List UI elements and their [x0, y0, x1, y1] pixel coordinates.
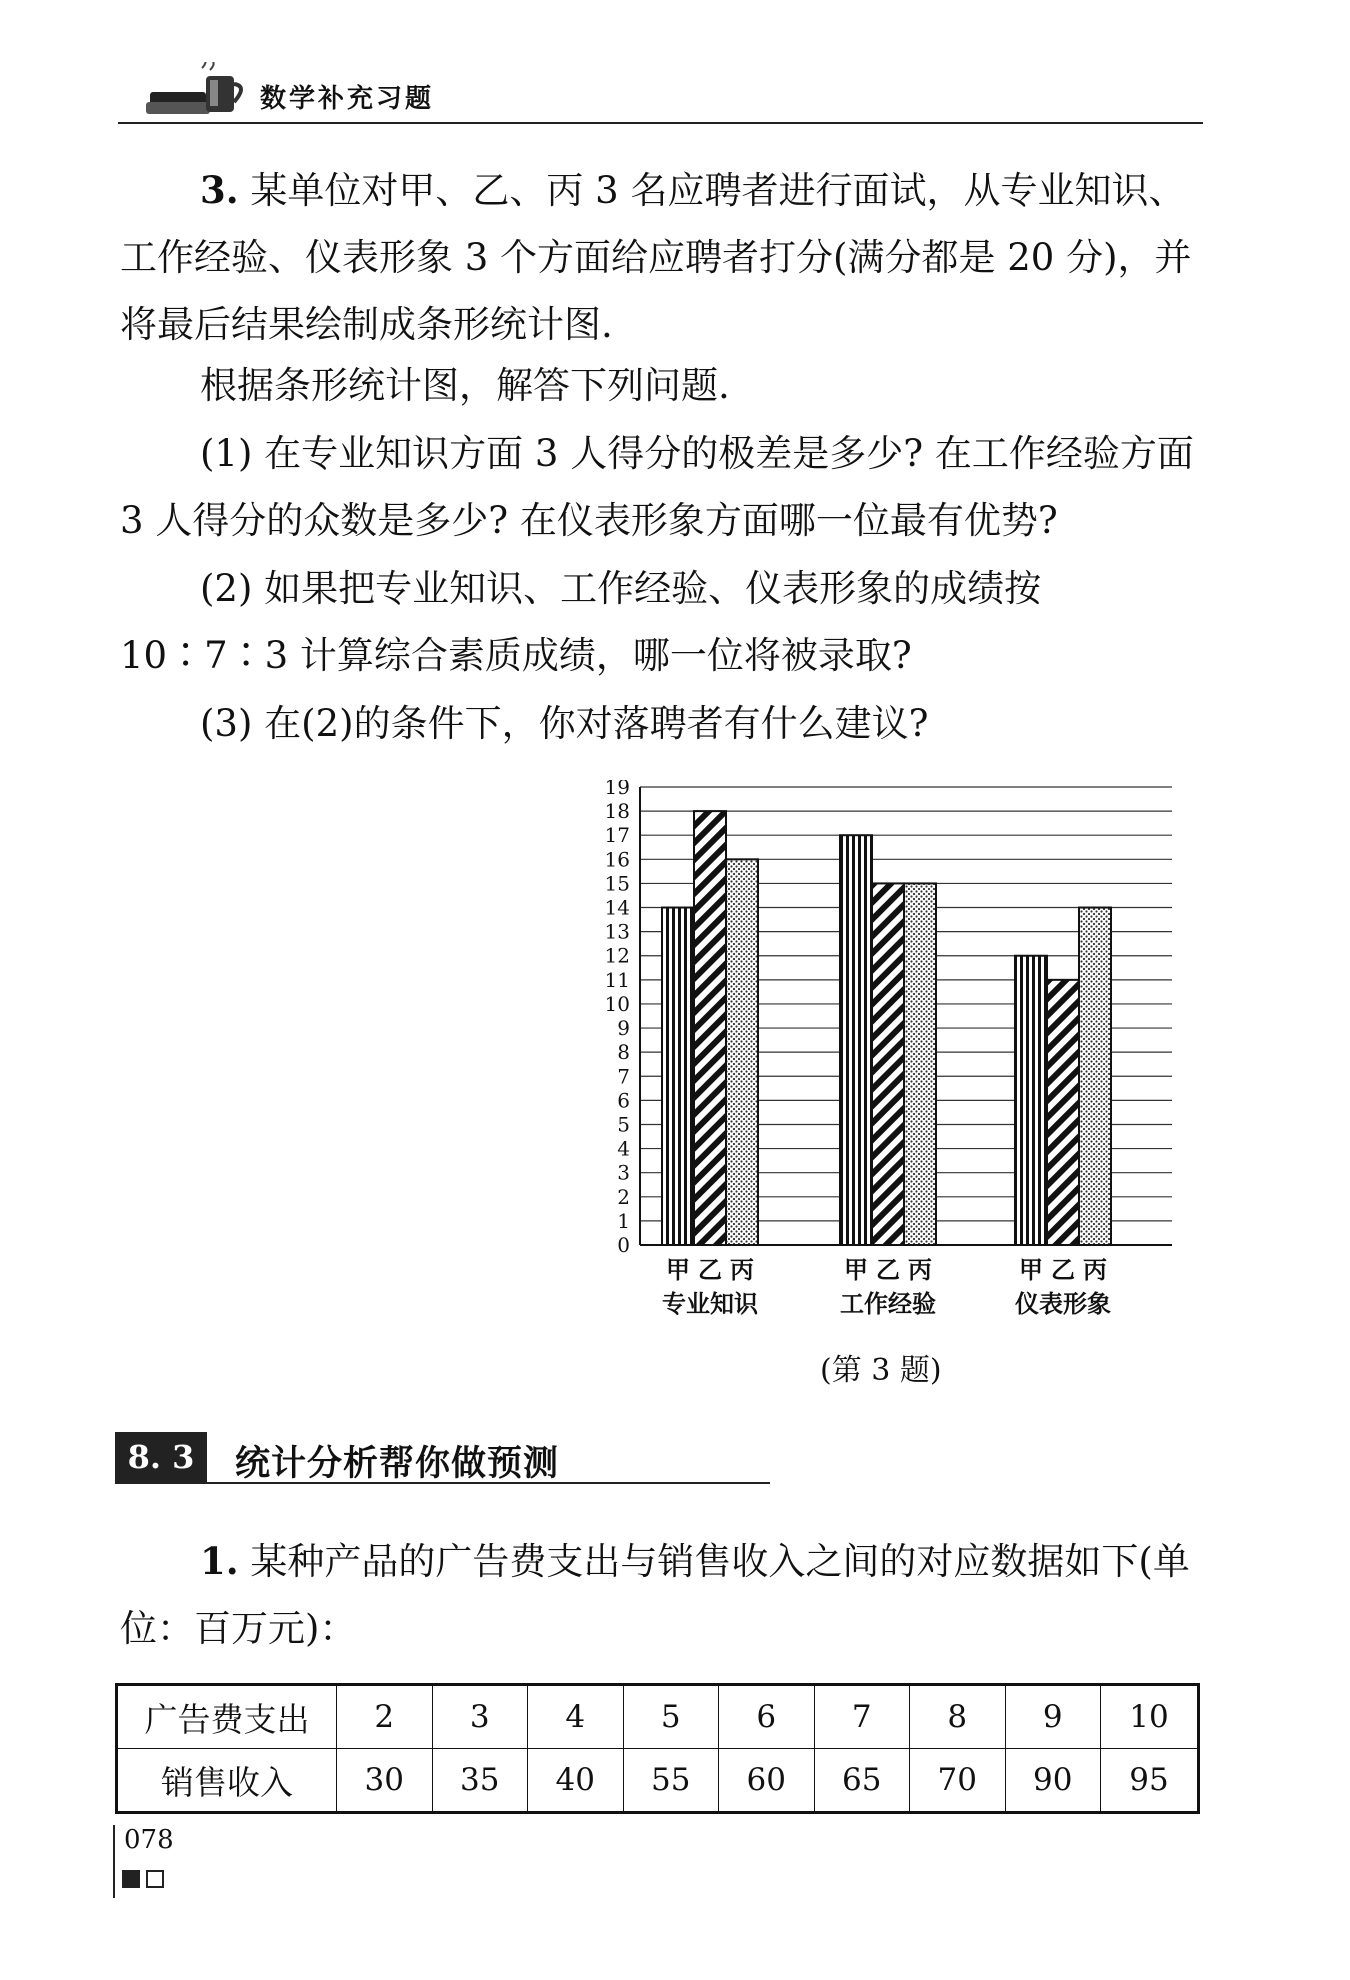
x-category-label: 工作经验: [840, 1290, 936, 1318]
table-cell: 5: [623, 1685, 719, 1749]
y-tick-label: 6: [617, 1088, 630, 1113]
y-axis-ticks: [605, 780, 630, 1257]
problem-3-text: [120, 157, 1205, 358]
bar-丙-工作经验: [904, 883, 936, 1245]
x-series-label: 甲: [1019, 1256, 1043, 1284]
page-marker-empty-icon: [146, 1870, 164, 1888]
x-category-label: 专业知识: [662, 1290, 758, 1318]
bar-甲-仪表形象: [1015, 956, 1047, 1245]
problem-number: 3.: [200, 168, 239, 212]
x-series-label: 丙: [1083, 1256, 1107, 1284]
y-tick-label: 11: [604, 967, 630, 992]
question-3: (3) 在(2)的条件下，你对落聘者有什么建议?: [200, 702, 929, 745]
x-series-label: 丙: [908, 1256, 932, 1284]
header-title: 数学补充习题: [260, 84, 435, 114]
bar-乙-工作经验: [872, 883, 904, 1245]
page-marker-filled-icon: [122, 1870, 140, 1888]
table-cell: 95: [1101, 1749, 1199, 1813]
chart-caption: (第 3 题): [820, 1353, 942, 1388]
section-heading: [115, 1432, 770, 1484]
y-tick-label: 7: [617, 1064, 630, 1089]
y-tick-label: 2: [617, 1184, 630, 1209]
table-cell: 6: [719, 1685, 815, 1749]
y-tick-label: 1: [617, 1208, 630, 1233]
y-tick-label: 17: [604, 823, 630, 848]
table-cell: 4: [528, 1685, 624, 1749]
table-cell: 8: [910, 1685, 1006, 1749]
problem-1-text: [120, 1528, 1205, 1662]
y-tick-label: 13: [604, 919, 630, 944]
question-2: (2) 如果把专业知识、工作经验、仪表形象的成绩按 10∶7∶3 计算综合素质成绩，哪一位将被录取?: [120, 567, 1042, 677]
table-cell: 40: [528, 1749, 624, 1813]
y-tick-label: 10: [604, 991, 630, 1016]
x-series-label: 丙: [730, 1256, 754, 1284]
y-tick-label: 0: [617, 1233, 630, 1257]
bar-丙-仪表形象: [1079, 908, 1111, 1245]
row-header: 销售收入: [117, 1749, 337, 1813]
table-cell: 9: [1005, 1685, 1101, 1749]
bar-chart: [600, 780, 1180, 1340]
table-cell: 2: [337, 1685, 433, 1749]
table-cell: 35: [432, 1749, 528, 1813]
table-cell: 65: [814, 1749, 910, 1813]
section-title: 统计分析帮你做预测: [235, 1444, 560, 1484]
data-table: [115, 1683, 1200, 1814]
problem-3-body: 某单位对甲、乙、丙 3 名应聘者进行面试，从专业知识、工作经验、仪表形象 3 个方面给应聘者打分(满分都是 20 分)，并将最后结果绘制成条形统计图.: [120, 169, 1192, 346]
bar-甲-专业知识: [662, 908, 694, 1245]
y-tick-label: 8: [617, 1040, 630, 1065]
x-category-label: 仪表形象: [1015, 1290, 1111, 1318]
x-axis-labels: [662, 1256, 1111, 1318]
bar-丙-专业知识: [726, 859, 758, 1245]
table-cell: 10: [1101, 1685, 1199, 1749]
row-header: 广告费支出: [117, 1685, 337, 1749]
y-tick-label: 9: [617, 1016, 630, 1041]
table-cell: 55: [623, 1749, 719, 1813]
table-cell: 90: [1005, 1749, 1101, 1813]
y-tick-label: 16: [604, 847, 630, 872]
x-series-label: 甲: [666, 1256, 690, 1284]
y-tick-label: 18: [604, 799, 630, 824]
page-header: [118, 38, 1203, 124]
y-tick-label: 15: [604, 871, 630, 896]
y-tick-label: 3: [617, 1160, 630, 1185]
y-tick-label: 5: [617, 1112, 630, 1137]
bar-甲-工作经验: [840, 835, 872, 1245]
table-cell: 70: [910, 1749, 1006, 1813]
book-cup-icon: [144, 62, 254, 120]
page-number: 078: [124, 1825, 174, 1855]
bar-乙-仪表形象: [1047, 980, 1079, 1245]
y-tick-label: 14: [604, 895, 630, 920]
bar-乙-专业知识: [694, 811, 726, 1245]
problem-1-body: 某种产品的广告费支出与销售收入之间的对应数据如下(单位：百万元)：: [120, 1540, 1190, 1650]
table-cell: 60: [719, 1749, 815, 1813]
table-cell: 30: [337, 1749, 433, 1813]
x-series-label: 乙: [698, 1256, 722, 1284]
y-tick-label: 19: [604, 780, 630, 799]
table-cell: 7: [814, 1685, 910, 1749]
section-number: 8. 3: [115, 1432, 207, 1482]
problem-3-instruction: 根据条形统计图，解答下列问题.: [200, 364, 730, 407]
y-tick-label: 4: [617, 1136, 630, 1161]
y-tick-label: 12: [604, 943, 630, 968]
problem-number: 1.: [200, 1539, 239, 1583]
x-series-label: 甲: [844, 1256, 868, 1284]
table-row: [117, 1685, 1199, 1749]
footer-rule: [113, 1825, 115, 1898]
table-row: [117, 1749, 1199, 1813]
question-1: (1) 在专业知识方面 3 人得分的极差是多少? 在工作经验方面 3 人得分的众数是多少? 在仪表形象方面哪一位最有优势?: [120, 432, 1194, 542]
bars: [662, 811, 1111, 1245]
x-series-label: 乙: [876, 1256, 900, 1284]
x-series-label: 乙: [1051, 1256, 1075, 1284]
table-cell: 3: [432, 1685, 528, 1749]
